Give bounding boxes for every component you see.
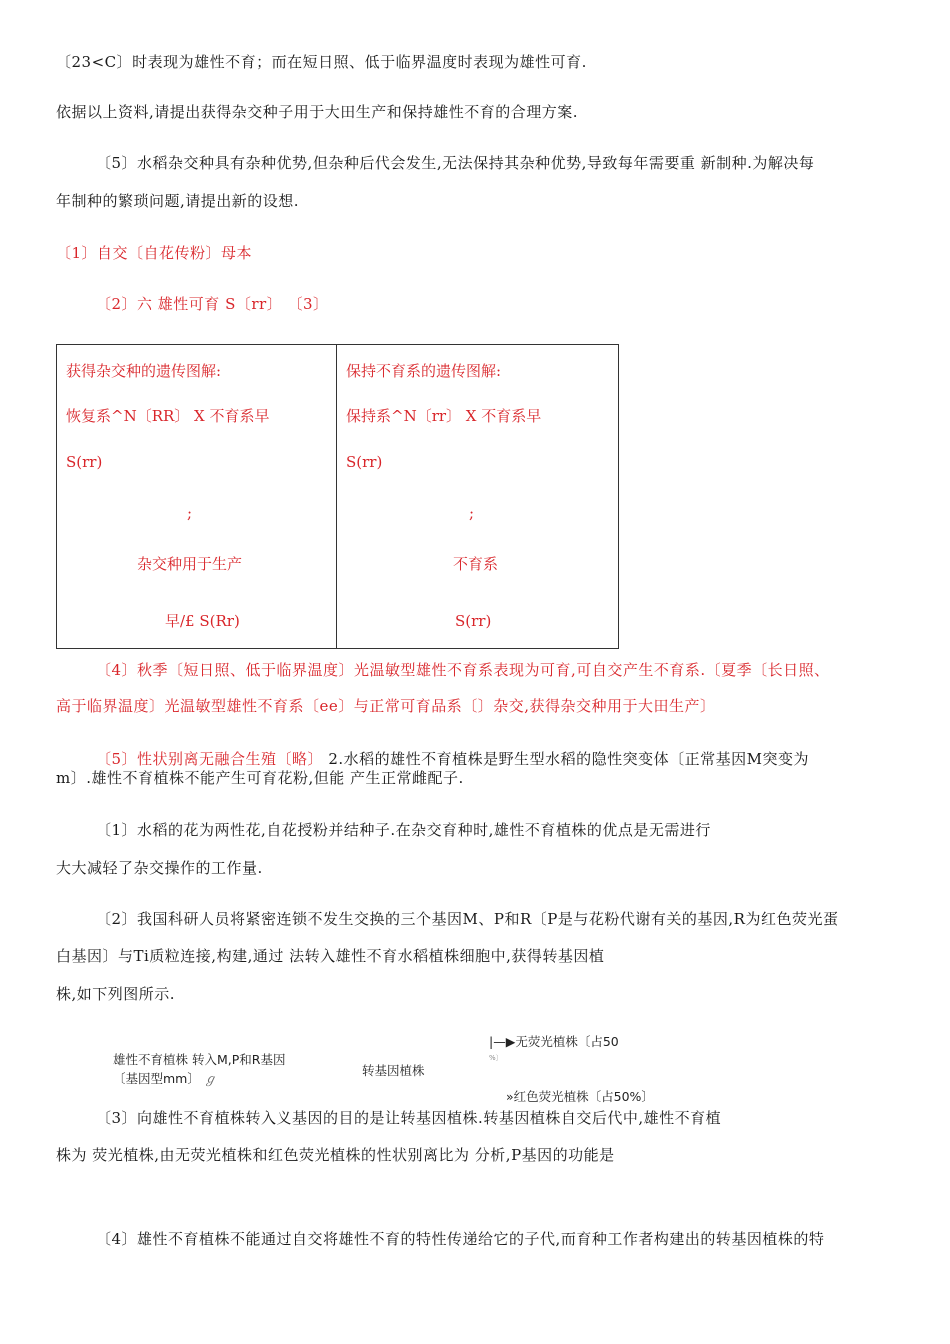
q2-sub-1-line-2: 大大减轻了杂交操作的工作量.: [56, 859, 263, 877]
diagram-genotype: [113, 1071, 216, 1087]
table-divider: [336, 345, 337, 648]
paragraph-1: 〔23<C〕时表现为雄性不育；而在短日照、低于临界温度时表现为雄性可育.: [56, 53, 587, 71]
q2-sub-1-line-1: 〔1〕水稻的花为两性花,自花授粉并结种子.在杂交育种时,雄性不育植株的优点是无需进行: [96, 821, 711, 839]
diagram-branch-red-fluorescent: »红色荧光植株〔占50%〕: [506, 1089, 654, 1104]
left-cross: 恢复系^N〔RR〕 X 不育系早: [66, 407, 270, 425]
genetic-diagram-table: [56, 344, 619, 649]
q2-sub-4-line-1: 〔4〕雄性不育植株不能通过自交将雄性不育的特性传递给它的子代,而育种工作者构建出的转基因植株的特: [96, 1230, 825, 1248]
diagram-branch-nonfluorescent-tail: %〕: [489, 1054, 503, 1062]
left-arrow: ;: [187, 504, 193, 522]
left-title: 获得杂交种的遗传图解:: [66, 362, 222, 380]
q2-sub-2-line-1: 〔2〕我国科研人员将紧密连锁不发生交换的三个基因M、P和R〔P是与花粉代谢有关的基因,R为红色荧光蛋: [96, 910, 839, 928]
diagram-branch-nonfluorescent: |—▶无荧光植株〔占50: [489, 1034, 619, 1049]
diagram-sterile-plant: 雄性不育植株 转入M,P和R基因: [113, 1052, 286, 1067]
answer-5: 〔5〕性状别离无融合生殖〔略〕: [96, 750, 324, 768]
diagram-genotype-text: 〔基因型mm〕: [113, 1071, 200, 1086]
question-5-line-1: 〔5〕水稻杂交种具有杂种优势,但杂种后代会发生,无法保持其杂种优势,导致每年需要重 新制种.为解决每: [96, 154, 815, 172]
diagram-genotype-mark: ℊ: [203, 1071, 217, 1086]
right-genotype: S(rr): [346, 453, 383, 471]
right-offspring: S(rr): [455, 612, 492, 630]
right-cross: 保持系^N〔rr〕 X 不育系早: [346, 407, 542, 425]
answer-2: 〔2〕六 雄性可育 S〔rr〕 〔3〕: [96, 295, 329, 313]
right-result: 不育系: [453, 555, 499, 573]
q2-sub-2-line-3: 株,如下列图所示.: [56, 985, 176, 1003]
answer-4-line-1: 〔4〕秋季〔短日照、低于临界温度〕光温敏型雄性不育系表现为可育,可自交产生不育系.〔夏季〔长日照、: [96, 661, 830, 679]
answer-4-line-2: 高于临界温度〕光温敏型雄性不育系〔ee〕与正常可育品系〔〕杂交,获得杂交种用于大田生产〕: [56, 697, 716, 715]
left-offspring: 早/£ S(Rr): [165, 612, 240, 630]
right-arrow: ;: [469, 504, 475, 522]
answer-5-and-question-2: [96, 749, 809, 769]
diagram-transgenic-plant: 转基因植株: [362, 1063, 425, 1078]
q2-sub-3-line-2: 株为 荧光植株,由无荧光植株和红色荧光植株的性状别离比为 分析,P基因的功能是: [56, 1146, 615, 1164]
paragraph-2: 依据以上资料,请提出获得杂交种子用于大田生产和保持雄性不育的合理方案.: [56, 103, 579, 121]
question-5-line-2: 年制种的繁琐问题,请提出新的设想.: [56, 192, 300, 210]
left-result: 杂交种用于生产: [137, 555, 243, 573]
q2-sub-2-line-2: 白基因〕与Ti质粒连接,构建,通过 法转入雄性不育水稻植株细胞中,获得转基因植: [56, 947, 605, 965]
answer-1: 〔1〕自交〔自花传粉〕母本: [56, 244, 253, 262]
question-2-intro-line-2: m〕.雄性不育植株不能产生可育花粉,但能 产生正常雌配子.: [56, 769, 464, 787]
question-2-intro: 2.水稻的雄性不育植株是野生型水稻的隐性突变体〔正常基因M突变为: [323, 750, 809, 768]
right-title: 保持不育系的遗传图解:: [346, 362, 502, 380]
q2-sub-3-line-1: 〔3〕向雄性不育植株转入义基因的目的是让转基因植株.转基因植株自交后代中,雄性不育植: [96, 1109, 722, 1127]
left-genotype: S(rr): [66, 453, 103, 471]
